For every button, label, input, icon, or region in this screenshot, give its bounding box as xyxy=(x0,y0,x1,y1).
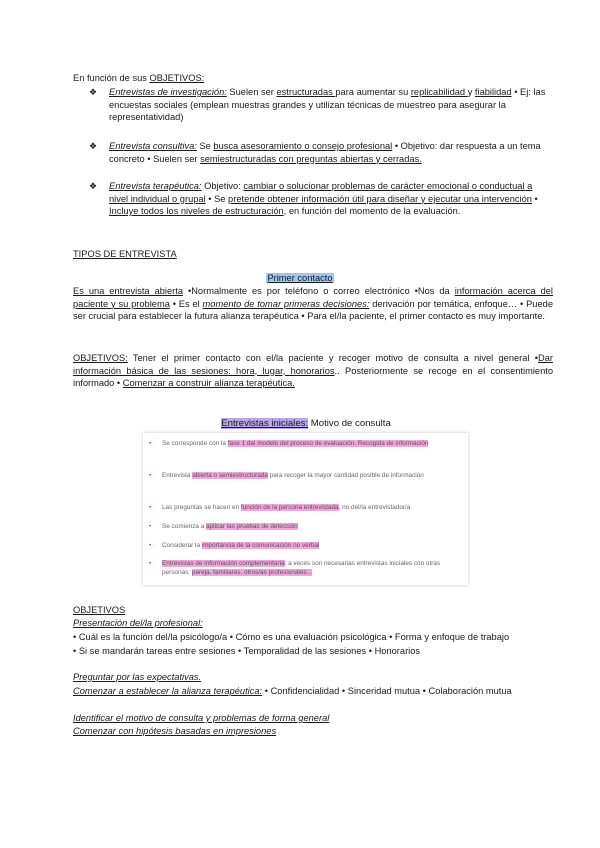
presentacion-heading: Presentación del/la profesional: xyxy=(73,618,203,628)
primer-contacto-heading-wrap xyxy=(0,272,600,285)
alianza-line: Comenzar a establecer la alianza terapéutica: • Confidencialidad • Sinceridad mutua • Colaboración mutua xyxy=(73,686,512,696)
bullet-dot-icon: • xyxy=(149,542,152,549)
objetivos2-heading: OBJETIVOS xyxy=(73,605,126,615)
diamond-bullet-icon: ❖ xyxy=(89,87,98,97)
motivo-consulta-box: • Se corresponde con la fase 1 del modelo del proceso de evaluación. Recogida de información • Entrevista abierta o semiestructurada para recoger la mayor cantidad posible de información • Las preguntas se hacen en función de la persona entrevistada, no del/la entrevistador/a • Se comienza a aplicar las pruebas de detección • Considerar la importancia de la comunicación no verbal • Entrevistas de información complementaria: a veces son necesarias entrevistas iniciales con otras personas: pareja, familiares, otros/as profesionales... xyxy=(143,433,468,585)
presentacion-line-2: • Si se mandarán tareas entre sesiones • Temporalidad de las sesiones • Honorarios xyxy=(73,646,421,656)
bullet-dot-icon: • xyxy=(149,523,152,530)
intro-line xyxy=(73,72,204,85)
tipos-heading: TIPOS DE ENTREVISTA xyxy=(73,249,177,259)
identificar-line: Identificar el motivo de consulta y problemas de forma general xyxy=(73,713,330,723)
bullet-dot-icon: • xyxy=(149,472,152,479)
bullet-dot-icon: • xyxy=(149,560,152,567)
objetivos-heading: OBJETIVOS: xyxy=(149,73,205,83)
presentacion-line-1: • Cuál es la función del/la psicólogo/a • Cómo es una evaluación psicológica • Forma y enfoque de trabajo xyxy=(73,632,510,642)
list-item-consultiva: Entrevista consultiva: Se busca asesoramiento o consejo profesional • Objetivo: dar respuesta a un tema concreto • Suelen ser semiestructuradas con preguntas abiertas y cerradas. xyxy=(109,141,541,164)
bullet-dot-icon: • xyxy=(149,504,152,511)
expectativas-line: Preguntar por las expectativas. xyxy=(73,672,202,682)
primer-contacto-heading: Primer contacto xyxy=(267,273,333,283)
list-item-investigacion: Entrevistas de investigación: Suelen ser estructuradas para aumentar su replicabilidad y fiabilidad • Ej: las encuestas sociales (emplean muestras grandes y utilizan técnicas de muestreo para asegurar la representatividad) xyxy=(109,87,546,123)
intro-text: En función de sus xyxy=(73,73,150,83)
bullet-dot-icon: • xyxy=(149,440,152,447)
primer-contacto-paragraph: Es una entrevista abierta •Normalmente es por teléfono o correo electrónico •Nos da información acerca del paciente y su problema • Es el momento de tomar primeras decisiones: derivación por temática, enfoque… • Puede ser crucial para establecer la futura alianza terapéutica • Para el/la paciente, el primer contacto es muy importante. xyxy=(73,286,553,322)
hipotesis-line: Comenzar con hipótesis basadas en impresiones xyxy=(73,726,277,736)
primer-contacto-objetivos: OBJETIVOS: Tener el primer contacto con el/la paciente y recoger motivo de consulta a nivel general •Dar información básica de las sesiones: hora, lugar, honorarios.. Posteriormente se recoge en el consentimiento informado • Comenzar a construir alianza terapéutica. xyxy=(73,353,554,389)
iniciales-heading: Entrevistas iniciales: Motivo de consulta xyxy=(221,418,391,429)
diamond-bullet-icon: ❖ xyxy=(89,181,98,191)
diamond-bullet-icon: ❖ xyxy=(89,141,98,151)
list-item-terapeutica: Entrevista terapéutica: Objetivo: cambiar o solucionar problemas de carácter emocional o conductual a nivel individual o grupal • Se pretende obtener información útil para diseñar y ejecutar una intervención • Incluye todos los niveles de estructuración, en función del momento de la evaluación. xyxy=(109,181,538,217)
